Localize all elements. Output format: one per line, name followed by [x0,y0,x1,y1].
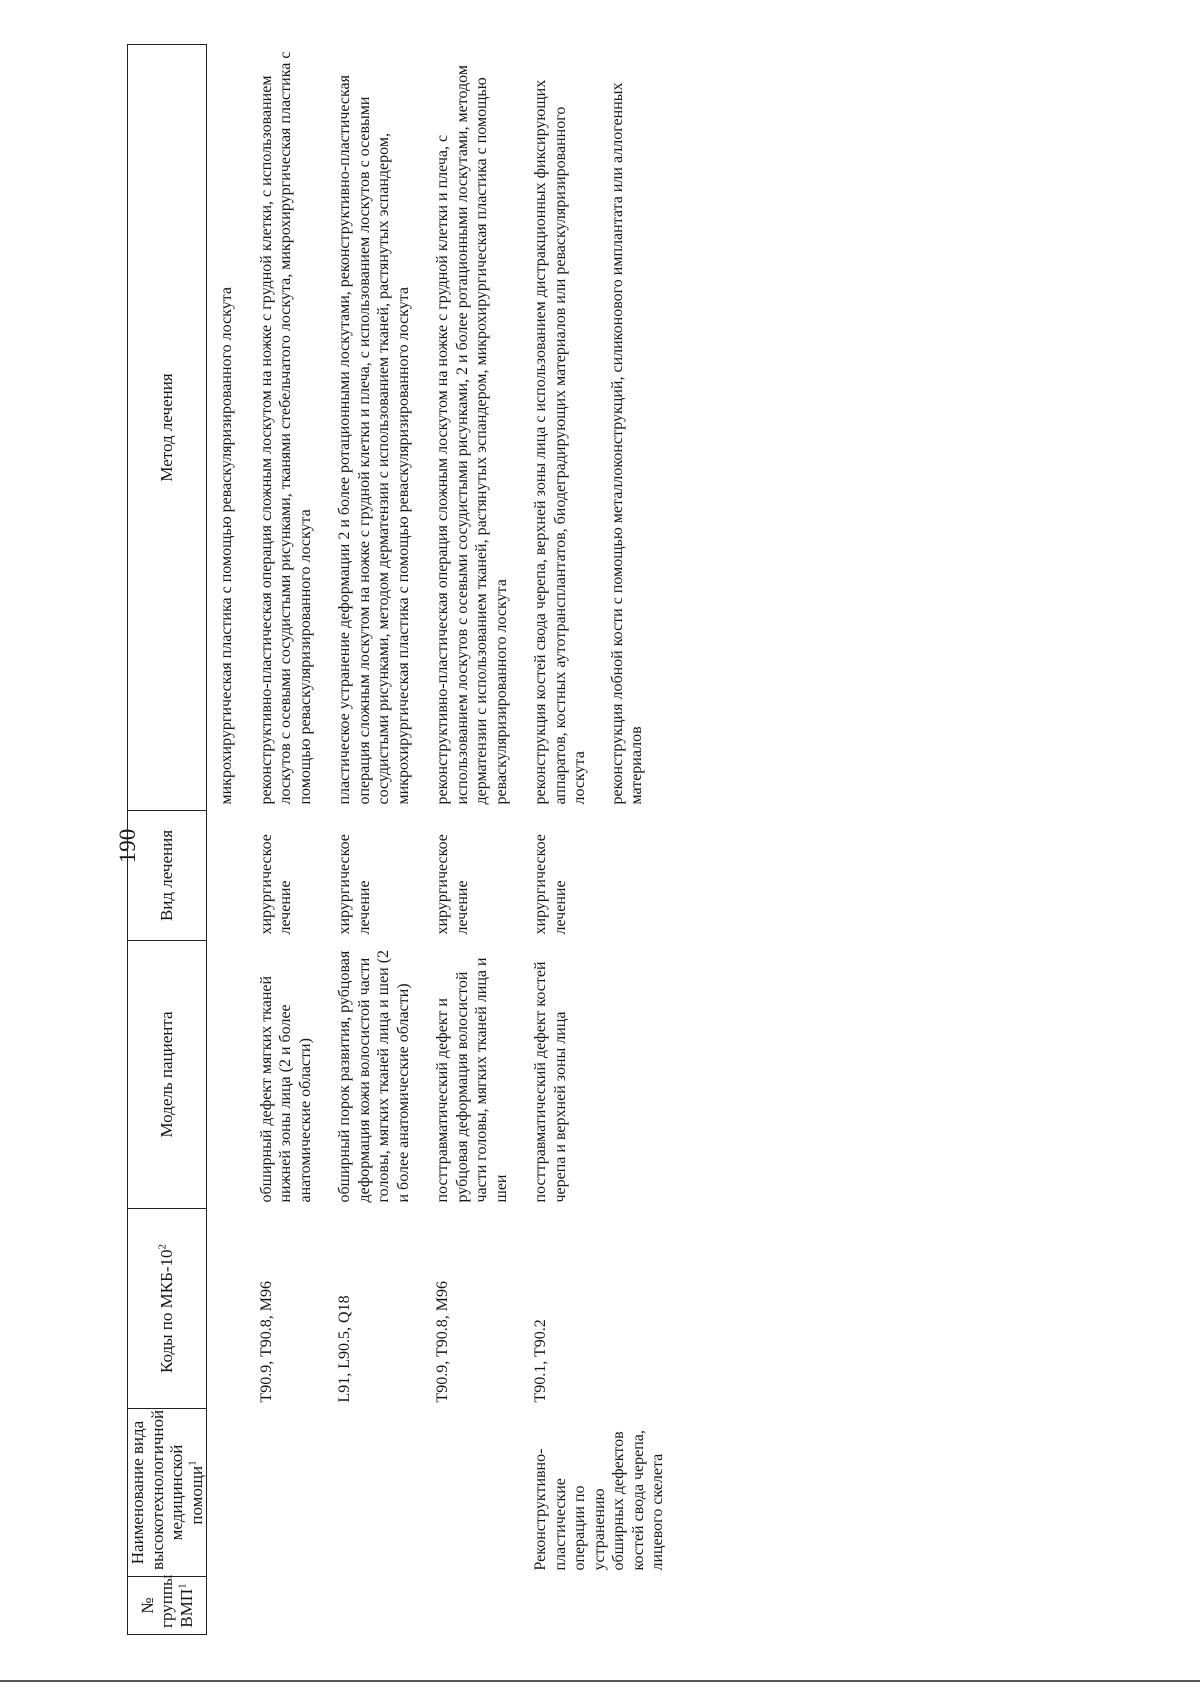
cell-codes: T90.9, T90.8, M96 [434,1281,452,1403]
cell-name [207,1409,237,1577]
cell-codes [207,1209,237,1409]
table-row [531,45,668,1635]
page-number: 190 [115,828,140,864]
cell-method [335,45,413,811]
cell-method [207,45,237,811]
cell-group-no [257,1577,316,1635]
cell-model: посттравматический дефект костей черепа и верхней зоны лица [532,961,569,1203]
header-treatment-type: Вид лечения [128,811,207,941]
header-name: Наименование вида высокотехнологичной медицинской помощи$^1$ [128,1409,207,1577]
method-item: реконструкция лобной кости с помощью металлоконструкций, силиконового имплантата или аллогенных материалов [608,82,646,805]
cell-name [433,1409,511,1577]
table-row [335,45,413,1635]
cell-group-no [531,1577,668,1635]
method-item: реконструктивно-пластическая операция сложным лоскутом на ножке с грудной клетки, с использованием лоскутов с осевыми сосудистыми рисунками, тканями стебельчатого лоскута, микрохирургическая пластика с помощью реваскуляризированного лоскута [257,51,314,805]
cell-model [207,941,237,1209]
cell-method [531,45,668,811]
cell-group-no [433,1577,511,1635]
table-header-row [128,45,207,1635]
cell-model: обширный дефект мягких тканей нижней зоны лица (2 и более анатомические области) [257,975,314,1203]
cell-treatment-type [207,811,237,941]
method-item: пластическое устранение деформации 2 и более ротационными лоскутами, реконструктивно-пластическая операция сложным лоскутом на ножке с грудной клетки и плеча, с использованием лоскутов с осевыми сосудистыми рисунками, методом дерматензии с использованием тканей, растянутых эспандером, микрохирургическая пластика с помощью реваскуляризированного лоскута [336,74,412,805]
cell-name: Реконструктивно-пластические операции по устранению обширных дефектов костей свода черепа, лицевого скелета [532,1430,667,1571]
header-method: Метод лечения [128,45,207,811]
table-row [257,45,316,1635]
table-row [207,45,237,1635]
cell-codes: L91, L90.5, Q18 [336,1295,354,1403]
cell-model: посттравматический дефект и рубцовая деформация волосистой части головы, мягких тканей лица и шеи [434,957,510,1203]
rotated-document-table [127,45,1081,1635]
header-model: Модель пациента [128,941,207,1209]
cell-group-no [207,1577,237,1635]
cell-method [257,45,316,811]
vmp-table [127,44,668,1635]
header-group-no: № группы ВМП$^1$ [128,1577,207,1635]
cell-group-no [335,1577,413,1635]
method-item: микрохирургическая пластика с помощью реваскуляризированного лоскута [218,286,236,805]
table-row [433,45,511,1635]
cell-treatment-type: хирургическое лечение [532,834,569,935]
cell-name [257,1409,316,1577]
page-bottom-rule [0,1680,1200,1682]
cell-treatment-type: хирургическое лечение [336,834,373,935]
method-item: реконструкция костей свода черепа, верхней зоны лица с использованием дистракционных фиксирующих аппаратов, костных аутотрансплантатов, биодеградирующих материалов или реваскуляризированного лоскута [532,79,589,805]
cell-codes: T90.9, T90.8, M96 [257,1281,275,1403]
header-codes: Коды по МКБ-$10^2$ [128,1209,207,1409]
cell-codes: T90.1, T90.2 [532,1319,550,1403]
cell-name [335,1409,413,1577]
cell-model: обширный порок развития, рубцовая деформация кожи волосистой части головы, мягких тканей лица и шеи (2 и более анатомические области) [336,949,412,1203]
cell-treatment-type: хирургическое лечение [257,834,295,935]
cell-method [433,45,511,811]
method-item: реконструктивно-пластическая операция сложным лоскутом на ножке с грудной клетки и плеча, с использованием лоскутов с осевыми сосудистыми рисунками, 2 и более ротационными лоскутами, методом дерматензии с использованием тканей, растянутых эспандером, микрохирургическая пластика с помощью реваскуляризированного лоскута [434,65,510,805]
cell-treatment-type: хирургическое лечение [434,834,471,935]
